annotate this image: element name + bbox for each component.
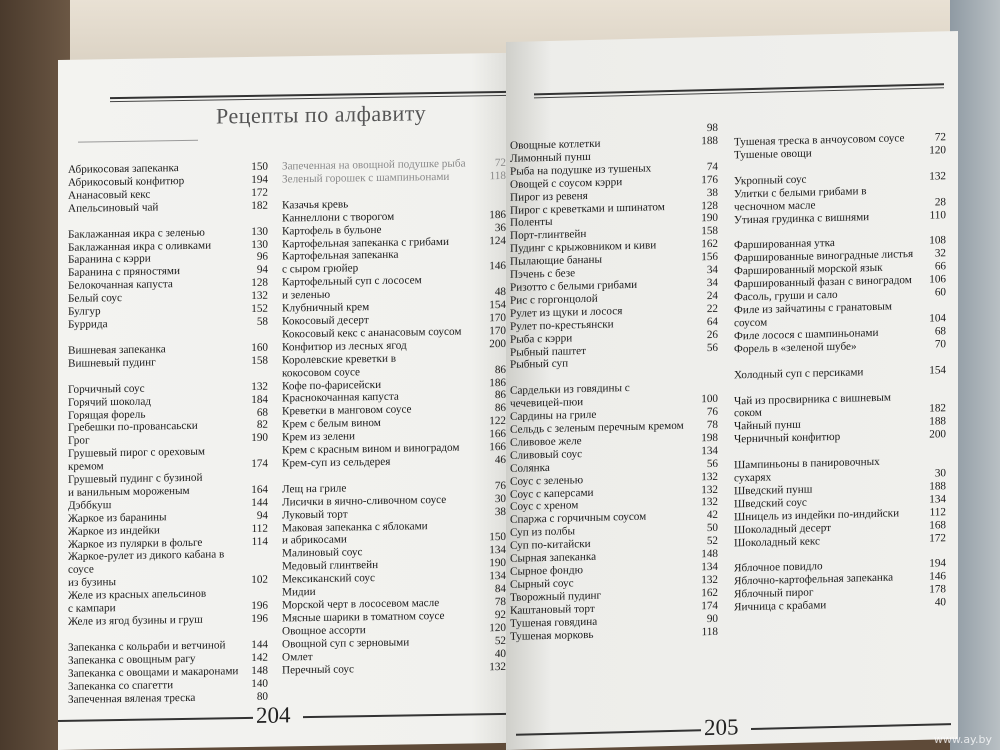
recipe-name: Баранина с кэрри	[68, 252, 151, 267]
recipe-name: Запеченная на овощной подушке рыба	[282, 157, 466, 173]
recipe-name: Рыбный суп	[510, 357, 569, 372]
page-reference: 106	[929, 273, 946, 286]
page-reference: 196	[251, 612, 268, 625]
page-reference: 174	[251, 457, 268, 471]
page-reference: 172	[251, 186, 268, 199]
recipe-name: Грушевый пудинг с бузиной	[68, 471, 203, 486]
recipe-name: Сырная запеканка	[510, 550, 597, 565]
recipe-name: Мексиканский соус	[282, 572, 375, 586]
recipe-name: Желе из красных апельсинов	[68, 587, 207, 603]
page-reference: 134	[489, 544, 506, 557]
page-reference: 146	[489, 260, 506, 273]
recipe-name: Овощей с соусом кэрри	[510, 175, 623, 191]
recipe-name: Желе из ягод бузины и груш	[68, 613, 203, 628]
recipe-name: Кофе по-фарисейски	[282, 378, 382, 392]
page-reference: 86	[494, 402, 506, 415]
recipe-name: Филе лосося с шампиньонами	[734, 326, 879, 343]
page-reference: 30	[494, 492, 506, 505]
page-reference: 170	[489, 311, 506, 325]
index-column-right-2	[734, 131, 946, 614]
page-reference: 194	[929, 557, 946, 571]
page-reference: 160	[251, 341, 268, 354]
page-reference: 28	[934, 195, 946, 209]
recipe-name: Сырный соус	[510, 577, 574, 591]
page-reference: 142	[251, 651, 268, 664]
recipe-name: сухарях	[734, 471, 772, 485]
recipe-name: Соус с зеленью	[510, 473, 584, 488]
page-reference: 148	[251, 664, 268, 677]
recipe-name: Запеканка с овощным рагу	[68, 652, 196, 667]
page-reference: 128	[251, 276, 268, 290]
page-reference: 128	[701, 199, 718, 212]
page-reference: 34	[706, 276, 718, 290]
page-reference: 42	[706, 509, 718, 522]
recipe-name: Шоколадный десерт	[734, 521, 832, 537]
recipe-name: Филе из зайчатины с гранатовым	[734, 300, 893, 317]
recipe-name: Крем с красным вином и виноградом	[282, 441, 460, 457]
index-column-left-1	[68, 161, 268, 707]
page-reference: 176	[701, 173, 718, 186]
index-column-right-1	[510, 121, 718, 644]
recipe-name: Кокосовый десерт	[282, 314, 369, 328]
page-reference: 100	[701, 393, 718, 406]
recipe-name: Малиновый соус	[282, 546, 363, 560]
recipe-name: Тушеная говядина	[510, 615, 598, 630]
page-reference: 134	[701, 444, 718, 458]
recipe-name: Рыба с кэрри	[510, 331, 573, 346]
recipe-name: Фаршированный морской язык	[734, 262, 883, 278]
page-reference: 114	[251, 535, 268, 548]
page-reference: 66	[934, 260, 946, 273]
recipe-name: Горячий шоколад	[68, 395, 151, 409]
page-reference: 22	[706, 302, 718, 315]
bottom-rule-right	[751, 723, 951, 730]
left-page	[58, 53, 528, 750]
recipe-name: Крем с белым вином	[282, 417, 381, 431]
page-reference: 40	[494, 647, 506, 660]
page-reference: 190	[251, 432, 268, 445]
recipe-name: Луковый торт	[282, 508, 348, 522]
recipe-name: Суп по-китайски	[510, 538, 591, 553]
page-reference: 150	[251, 160, 268, 173]
page-reference: 200	[489, 337, 506, 351]
recipe-name: Фаршированный фазан с виноградом	[734, 274, 912, 291]
page-reference: 60	[934, 286, 946, 299]
recipe-name: Белокочанная капуста	[68, 278, 173, 293]
page-reference: 166	[489, 428, 506, 441]
page-reference: 184	[251, 393, 268, 406]
page-reference: 182	[251, 199, 268, 212]
recipe-name: Рулет из щуки и лосося	[510, 304, 623, 320]
recipe-name: Творожный пудинг	[510, 589, 602, 604]
recipe-name: Шведский пунш	[734, 483, 813, 498]
recipe-name: Сливовый соус	[510, 447, 583, 462]
page-reference: 132	[701, 470, 718, 483]
recipe-name: Морской черт в лососевом масле	[282, 597, 440, 612]
page-reference: 132	[489, 660, 506, 673]
page-reference: 30	[934, 467, 946, 480]
recipe-name: Запеканка с овощами и макаронами	[68, 664, 239, 680]
recipe-name: Ризотто с белыми грибами	[510, 278, 638, 294]
page-reference: 188	[929, 415, 946, 428]
recipe-name: Жаркое-рулет из дикого кабана в соусе	[68, 548, 225, 577]
page-reference: 96	[256, 251, 268, 264]
recipe-name: Яичница с крабами	[734, 599, 827, 614]
recipe-name: Чай из просвирника с вишневым	[734, 391, 891, 407]
recipe-name: Картофельный суп с лососем	[282, 274, 422, 289]
recipe-name: Овощное ассорти	[282, 623, 366, 638]
recipe-name: Тушеные овощи	[734, 147, 812, 162]
page-reference: 150	[489, 531, 506, 544]
recipe-name: чесночном масле	[734, 199, 816, 214]
page-reference: 76	[706, 405, 718, 419]
right-page	[506, 31, 958, 750]
recipe-name: Рулет по-крестьянски	[510, 318, 614, 333]
page-reference: 172	[929, 531, 946, 545]
recipe-name: Яблочно-картофельная запеканка	[734, 571, 894, 588]
page-reference: 108	[929, 234, 946, 248]
page-reference: 122	[489, 415, 506, 428]
page-reference: 140	[251, 677, 268, 690]
page-reference: 40	[934, 596, 946, 609]
recipe-name: Клубничный крем	[282, 301, 370, 315]
page-reference: 146	[929, 570, 946, 584]
recipe-name: Мясные шарики в томатном соусе	[282, 609, 445, 625]
recipe-name: Рис с горгонцолой	[510, 292, 598, 307]
recipe-name: Вишневая запеканка	[68, 343, 166, 357]
recipe-name: Рыбный паштет	[510, 344, 587, 359]
page-reference: 68	[256, 406, 268, 419]
recipe-name: и абрикосами	[282, 533, 347, 547]
page-reference: 32	[934, 247, 946, 260]
recipe-name: Крем-суп из сельдерея	[282, 455, 391, 470]
recipe-name: Шампиньоны в панировочных	[734, 455, 880, 472]
recipe-name: Сардины на гриле	[510, 408, 597, 424]
recipe-name: Сливовое желе	[510, 435, 582, 449]
recipe-name: Омлет	[282, 650, 313, 664]
page-reference: 112	[929, 505, 946, 519]
page-reference: 26	[706, 328, 718, 341]
page-reference: 110	[929, 208, 946, 222]
page-reference: 186	[489, 208, 506, 221]
page-reference: 132	[701, 573, 718, 587]
page-reference: 86	[494, 363, 506, 376]
page-reference: 120	[489, 621, 506, 635]
recipe-name: Чайный пунш	[734, 419, 801, 433]
bottom-rule-left	[516, 729, 701, 736]
page-reference: 124	[489, 234, 506, 247]
recipe-name: Запеканка со спагетти	[68, 678, 174, 693]
bottom-rule-right	[303, 713, 518, 718]
index-column-left-2	[282, 157, 506, 677]
page-reference: 90	[706, 612, 718, 625]
recipe-name: Улитки с белыми грибами в	[734, 184, 867, 201]
recipe-name: Медовый глинтвейн	[282, 559, 379, 573]
page-reference: 82	[256, 419, 268, 432]
page-reference: 50	[706, 522, 718, 535]
recipe-name: соком	[734, 407, 762, 420]
page-reference: 154	[489, 299, 506, 312]
page-reference: 118	[489, 169, 506, 183]
page-reference: 144	[251, 496, 268, 509]
recipe-name: Укропный соус	[734, 173, 807, 188]
recipe-name: Овощной суп с зерновыми	[282, 636, 410, 651]
index-entry	[282, 660, 506, 676]
recipe-name: Порт-глинтвейн	[510, 228, 587, 243]
recipe-name: Шоколадный кекс	[734, 534, 820, 549]
page-reference: 188	[701, 134, 718, 148]
page-reference: 162	[701, 238, 718, 251]
recipe-name: Сельдь с зеленым перечным кремом	[510, 419, 684, 436]
recipe-name: с сыром грюйер	[282, 262, 359, 276]
recipe-name: Картофельная запеканка с грибами	[282, 235, 449, 251]
recipe-name: Казачья кревь	[282, 198, 349, 212]
page-reference: 98	[706, 121, 718, 135]
page-reference: 152	[251, 302, 268, 316]
recipe-name: Холодный суп с персиками	[734, 365, 864, 382]
page-reference: 80	[256, 690, 268, 703]
recipe-name: Каштановый торт	[510, 602, 595, 617]
recipe-name: Горящая форель	[68, 408, 146, 422]
recipe-name: Баклажанная икра с зеленью	[68, 226, 205, 241]
watermark: www.ay.by	[933, 733, 992, 746]
title-underline	[78, 140, 198, 143]
page-reference: 94	[256, 264, 268, 277]
page-reference: 46	[494, 453, 506, 467]
recipe-name: Тушеная морковь	[510, 628, 594, 643]
page-reference: 132	[929, 170, 946, 183]
recipe-name: Рыба на подушке из тушеных	[510, 162, 652, 178]
page-reference: 164	[251, 483, 268, 496]
recipe-name: Конфитюр из лесных ягод	[282, 339, 407, 354]
recipe-name: Фаршированные виноградные листья	[734, 248, 914, 265]
recipe-name: Поленты	[510, 216, 553, 230]
page-reference: 194	[251, 173, 268, 186]
recipe-name: Ананасовый кекс	[68, 188, 151, 202]
recipe-name: Запеканка с кольраби и ветчиной	[68, 639, 226, 654]
recipe-name: Жаркое из индейки	[68, 524, 160, 538]
index-entry	[68, 690, 268, 706]
recipe-name: Картофель в бульоне	[282, 223, 382, 238]
recipe-name: Соус с каперсами	[510, 486, 594, 501]
page-reference: 78	[494, 595, 506, 609]
recipe-name: Краснокочанная капуста	[282, 391, 399, 405]
page-reference: 56	[706, 341, 718, 354]
recipe-name: Утиная грудинка с вишнями	[734, 210, 870, 226]
page-reference: 94	[256, 509, 268, 522]
page-reference: 76	[494, 479, 506, 492]
recipe-name: Яблочное повидло	[734, 560, 823, 575]
page-reference: 144	[251, 638, 268, 651]
recipe-name: Лимонный пунш	[510, 150, 591, 165]
page-reference: 156	[701, 250, 718, 264]
page-title: Рецепты по алфавиту	[216, 100, 427, 129]
recipe-name: Пэчень с безе	[510, 267, 576, 281]
page-reference: 104	[929, 312, 946, 325]
page-reference: 70	[934, 337, 946, 351]
recipe-name: Баранина с пряностями	[68, 265, 180, 280]
page-reference: 178	[929, 583, 946, 596]
recipe-name: Пылающие бананы	[510, 253, 602, 269]
recipe-name: Тушеная треска в анчоусовом соусе	[734, 132, 905, 149]
page-reference: 92	[494, 608, 506, 622]
page-reference: 190	[489, 557, 506, 570]
recipe-name: Грушевый пирог с ореховым кремом	[68, 445, 205, 473]
page-reference: 36	[494, 221, 506, 234]
page-number: 205	[704, 714, 739, 741]
recipe-name: Яблочный пирог	[734, 586, 814, 601]
page-reference: 120	[929, 144, 946, 157]
recipe-name: Белый соус	[68, 292, 122, 305]
page-reference: 86	[494, 389, 506, 402]
recipe-name: из бузины	[68, 576, 116, 590]
recipe-name: Абрикосовая запеканка	[68, 162, 179, 176]
recipe-name: Шведский соус	[734, 496, 807, 511]
recipe-name: Крем из зелени	[282, 430, 356, 444]
recipe-name: Лисички в яично-сливочном соусе	[282, 493, 447, 509]
recipe-name: Шницель из индейки по-индийски	[734, 507, 900, 524]
page-reference: 154	[929, 363, 946, 377]
recipe-name: Фасоль, груши и сало	[734, 288, 838, 304]
recipe-name: Баклажанная икра с оливками	[68, 239, 212, 254]
page-reference: 158	[251, 354, 268, 367]
bottom-rule-left	[58, 717, 253, 722]
recipe-name: Запеченная вяленая треска	[68, 691, 196, 706]
recipe-name: Дэббкуш	[68, 499, 112, 512]
recipe-name: Жаркое из баранины	[68, 511, 167, 525]
index-entry	[68, 548, 268, 577]
page-reference: 158	[701, 225, 718, 238]
page-reference: 186	[489, 376, 506, 389]
recipe-name: Черничный конфитюр	[734, 431, 841, 446]
recipe-name: Суп из полбы	[510, 525, 575, 540]
page-reference: 166	[489, 440, 506, 454]
page-reference: 72	[934, 131, 946, 144]
recipe-name: и ванильным мороженым	[68, 484, 190, 499]
recipe-name: Сардельки из говядины с	[510, 382, 630, 398]
page-reference: 56	[706, 457, 718, 470]
recipe-name: Перечный соус	[282, 662, 354, 677]
recipe-name: Сырное фондю	[510, 564, 583, 578]
page-reference: 134	[489, 570, 506, 583]
recipe-name: кокосовом соусе	[282, 365, 361, 380]
page-reference: 148	[701, 547, 718, 561]
recipe-name: Соус с хреном	[510, 499, 579, 514]
recipe-name: Пудинг с крыжовником и киви	[510, 239, 657, 256]
page-reference: 112	[251, 522, 268, 535]
recipe-name: Гребешки по-провансаьски	[68, 420, 198, 435]
recipe-name: Креветки в манговом соусе	[282, 403, 412, 418]
recipe-name: Пирог с креветками и шпинатом	[510, 200, 665, 217]
recipe-name: чечевицей-пюи	[510, 396, 584, 411]
recipe-name: Каннеллони с творогом	[282, 210, 395, 225]
page-reference: 200	[929, 428, 946, 441]
page-reference: 130	[251, 225, 268, 238]
page-reference: 52	[494, 634, 506, 647]
recipe-name: Солянка	[510, 461, 550, 475]
page-reference: 170	[489, 324, 506, 338]
page-reference: 38	[706, 186, 718, 199]
recipe-name: Мидии	[282, 586, 316, 599]
page-reference: 174	[701, 599, 718, 612]
page-reference: 132	[251, 289, 268, 303]
recipe-name: Королевские креветки в	[282, 352, 397, 367]
page-reference: 52	[706, 535, 718, 548]
page-reference: 58	[256, 315, 268, 328]
recipe-name: Картофельная запеканка	[282, 249, 399, 263]
page-reference: 168	[929, 518, 946, 532]
page-reference: 196	[251, 599, 268, 613]
page-reference: 130	[251, 238, 268, 251]
recipe-name: Форель в «зеленой шубе»	[734, 340, 857, 356]
recipe-name: Фаршированная утка	[734, 237, 835, 252]
page-reference: 74	[706, 160, 718, 173]
page-reference: 72	[494, 156, 506, 170]
index-entry	[68, 445, 268, 474]
page-reference: 24	[706, 289, 718, 302]
page-reference: 48	[494, 286, 506, 299]
page-reference: 182	[929, 402, 946, 416]
page-reference: 132	[251, 380, 268, 393]
recipe-name: Жаркое из пулярки в фольге	[68, 536, 203, 551]
page-reference: 190	[701, 212, 718, 225]
recipe-name: Овощные котлетки	[510, 137, 601, 152]
page-number: 204	[256, 702, 291, 728]
page-reference: 84	[494, 583, 506, 596]
page-reference: 134	[701, 560, 718, 574]
page-reference: 68	[934, 325, 946, 338]
recipe-name: Маковая запеканка с яблоками	[282, 519, 428, 535]
recipe-name: Абрикосовый конфитюр	[68, 174, 185, 189]
page-reference: 198	[701, 431, 718, 445]
recipe-name: Буррида	[68, 318, 108, 331]
page-reference: 162	[701, 586, 718, 600]
page-reference: 188	[929, 480, 946, 493]
page-reference: 102	[251, 573, 268, 587]
page-reference: 134	[929, 493, 946, 506]
recipe-name: Кокосовый кекс с ананасовым соусом	[282, 325, 462, 341]
recipe-name: Горчичный соус	[68, 382, 145, 396]
recipe-name: Зеленый горошек с шампиньонами	[282, 170, 450, 186]
recipe-name: Лещ на гриле	[282, 482, 347, 496]
recipe-name: Грог	[68, 434, 90, 448]
recipe-name: с кампари	[68, 602, 116, 615]
recipe-name: Спаржа с горчичным соусом	[510, 510, 647, 527]
recipe-name: Пирог из ревеня	[510, 189, 588, 204]
recipe-name: Апельсиновый чай	[68, 201, 159, 215]
page-reference: 38	[494, 505, 506, 518]
recipe-name: Вишневый пудинг	[68, 356, 156, 370]
page-reference: 132	[701, 483, 718, 496]
recipe-name: и зеленью	[282, 288, 331, 302]
page-reference: 64	[706, 315, 718, 328]
page-reference: 78	[706, 418, 718, 432]
recipe-name: соусом	[734, 316, 768, 330]
page-reference: 118	[701, 625, 718, 638]
page-reference: 34	[706, 263, 718, 277]
recipe-name: Булгур	[68, 305, 101, 318]
page-reference: 132	[701, 496, 718, 509]
